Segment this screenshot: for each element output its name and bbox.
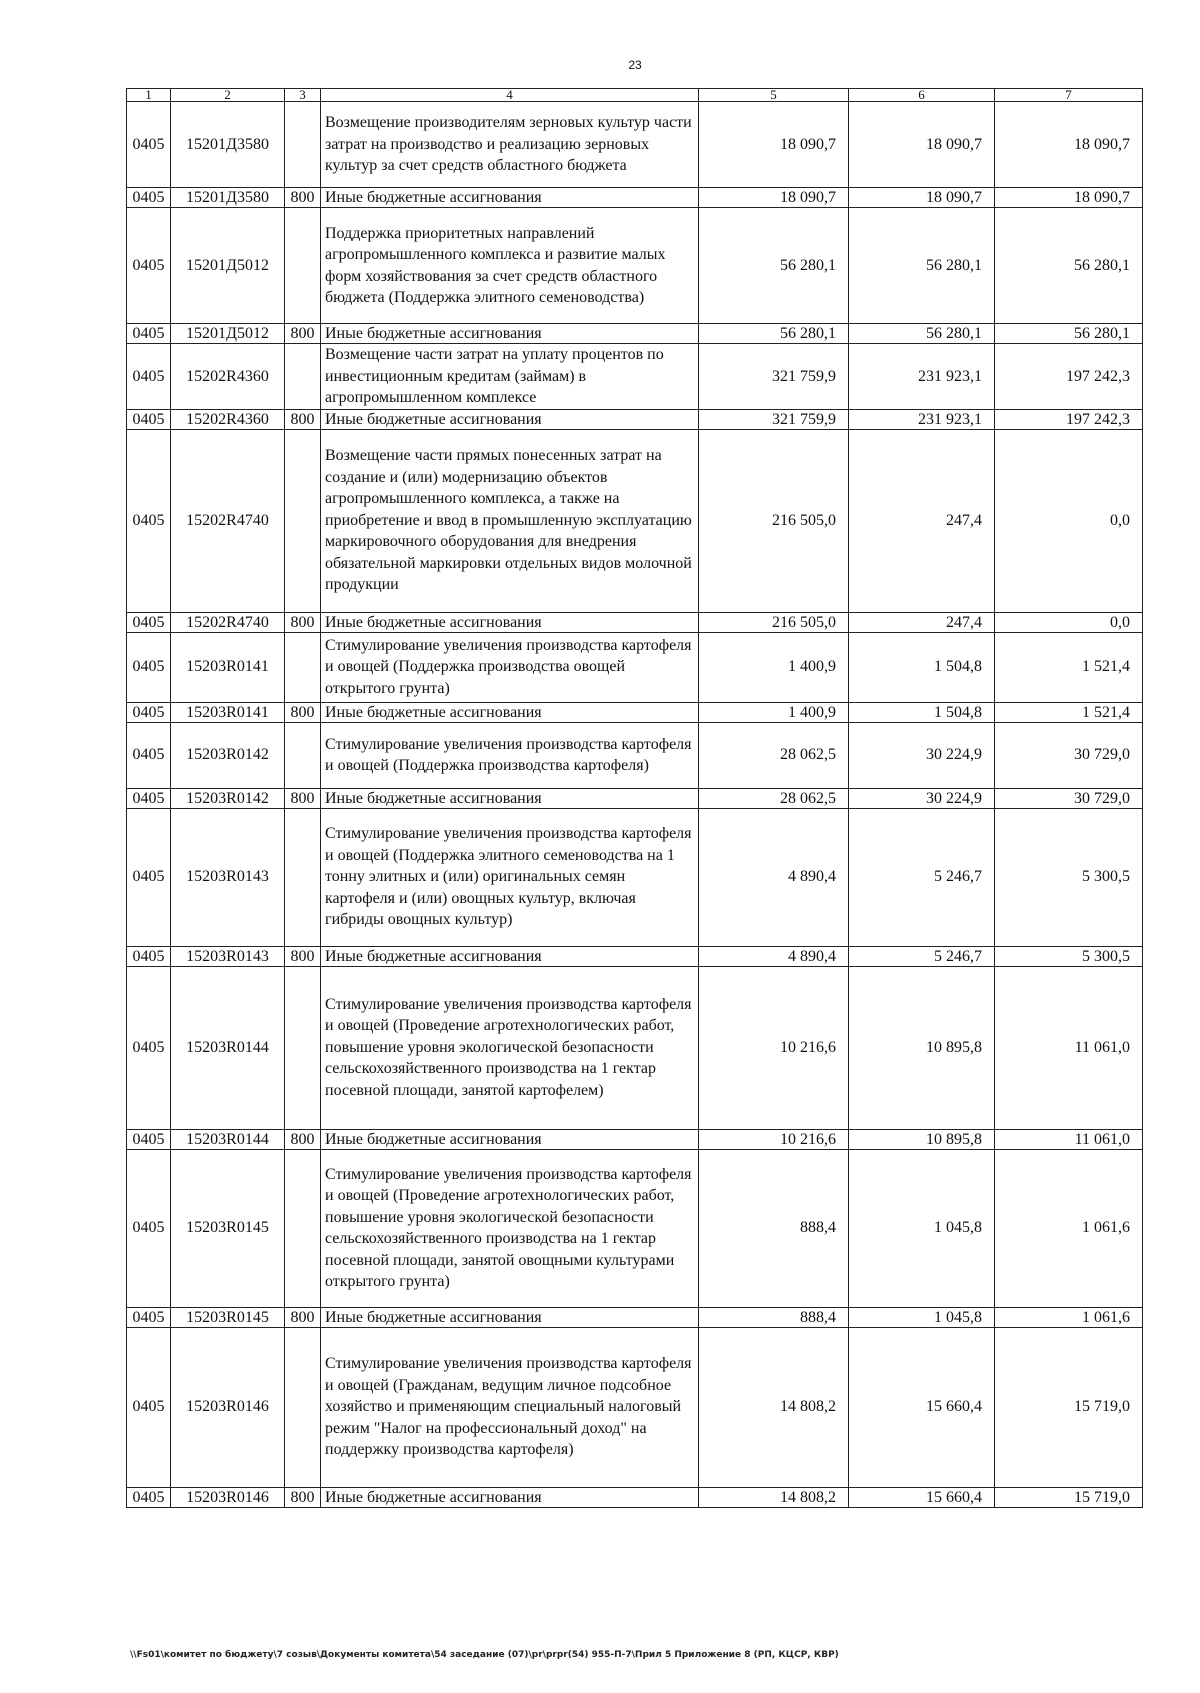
amount-year2-cell: 15 660,4: [849, 1487, 995, 1507]
amount-year3-cell: 197 242,3: [995, 344, 1143, 410]
column-header: 4: [321, 89, 699, 102]
amount-year3-cell: 197 242,3: [995, 409, 1143, 429]
table-row-vr: [127, 788, 1143, 808]
expense-type-cell: 800: [285, 188, 321, 208]
amount-year2-cell: 10 895,8: [849, 1129, 995, 1149]
amount-year2-cell: 30 224,9: [849, 788, 995, 808]
target-article-cell: 15201Д5012: [171, 208, 285, 324]
amount-year2-cell: 18 090,7: [849, 102, 995, 188]
name-cell: Иные бюджетные ассигнования: [321, 1307, 699, 1327]
section-code-cell: 0405: [127, 1129, 171, 1149]
budget-table: [126, 88, 1143, 1508]
name-cell: Возмещение части затрат на уплату процентов по инвестиционным кредитам (займам) в агропромышленном комплексе: [321, 344, 699, 410]
section-code-cell: 0405: [127, 208, 171, 324]
amount-year3-cell: 5 300,5: [995, 808, 1143, 946]
amount-year3-cell: 5 300,5: [995, 946, 1143, 966]
amount-year3-cell: 0,0: [995, 612, 1143, 632]
amount-year2-cell: 247,4: [849, 429, 995, 612]
amount-year3-cell: 18 090,7: [995, 188, 1143, 208]
amount-year2-cell: 5 246,7: [849, 946, 995, 966]
column-header: 7: [995, 89, 1143, 102]
column-number-row: [127, 89, 1143, 102]
amount-year3-cell: 1 061,6: [995, 1149, 1143, 1307]
expense-type-cell: [285, 208, 321, 324]
name-cell: Иные бюджетные ассигнования: [321, 324, 699, 344]
amount-year1-cell: 28 062,5: [699, 722, 849, 788]
amount-year2-cell: 1 504,8: [849, 632, 995, 702]
section-code-cell: 0405: [127, 344, 171, 410]
expense-type-cell: [285, 429, 321, 612]
target-article-cell: 15203R0146: [171, 1487, 285, 1507]
amount-year1-cell: 4 890,4: [699, 946, 849, 966]
table-row-vr: [127, 1129, 1143, 1149]
amount-year2-cell: 231 923,1: [849, 409, 995, 429]
amount-year1-cell: 14 808,2: [699, 1487, 849, 1507]
table-row-csr: [127, 344, 1143, 410]
target-article-cell: 15203R0144: [171, 966, 285, 1129]
name-cell: Иные бюджетные ассигнования: [321, 612, 699, 632]
target-article-cell: 15203R0145: [171, 1149, 285, 1307]
target-article-cell: 15203R0141: [171, 632, 285, 702]
column-header: 5: [699, 89, 849, 102]
name-cell: Иные бюджетные ассигнования: [321, 946, 699, 966]
target-article-cell: 15202R4360: [171, 409, 285, 429]
column-header: 1: [127, 89, 171, 102]
name-cell: Стимулирование увеличения производства картофеля и овощей (Проведение агротехнологических работ, повышение уровня экологической безопасности сельскохозяйственного производства на 1 гектар посевной площади, занятой картофелем): [321, 966, 699, 1129]
section-code-cell: 0405: [127, 1307, 171, 1327]
amount-year1-cell: 28 062,5: [699, 788, 849, 808]
target-article-cell: 15203R0142: [171, 788, 285, 808]
amount-year3-cell: 1 521,4: [995, 702, 1143, 722]
amount-year3-cell: 1 061,6: [995, 1307, 1143, 1327]
target-article-cell: 15203R0141: [171, 702, 285, 722]
amount-year2-cell: 1 504,8: [849, 702, 995, 722]
name-cell: Иные бюджетные ассигнования: [321, 1487, 699, 1507]
expense-type-cell: 800: [285, 946, 321, 966]
section-code-cell: 0405: [127, 722, 171, 788]
section-code-cell: 0405: [127, 409, 171, 429]
amount-year2-cell: 231 923,1: [849, 344, 995, 410]
column-header: 6: [849, 89, 995, 102]
amount-year1-cell: 1 400,9: [699, 632, 849, 702]
target-article-cell: 15201Д3580: [171, 102, 285, 188]
table-row-csr: [127, 1327, 1143, 1487]
expense-type-cell: [285, 1149, 321, 1307]
table-row-csr: [127, 966, 1143, 1129]
amount-year1-cell: 321 759,9: [699, 409, 849, 429]
target-article-cell: 15203R0145: [171, 1307, 285, 1327]
expense-type-cell: [285, 722, 321, 788]
expense-type-cell: 800: [285, 788, 321, 808]
amount-year2-cell: 5 246,7: [849, 808, 995, 946]
target-article-cell: 15203R0143: [171, 946, 285, 966]
section-code-cell: 0405: [127, 1149, 171, 1307]
amount-year2-cell: 1 045,8: [849, 1307, 995, 1327]
table-row-csr: [127, 808, 1143, 946]
expense-type-cell: 800: [285, 409, 321, 429]
amount-year3-cell: 1 521,4: [995, 632, 1143, 702]
amount-year3-cell: 30 729,0: [995, 788, 1143, 808]
table-row-vr: [127, 324, 1143, 344]
expense-type-cell: 800: [285, 324, 321, 344]
expense-type-cell: 800: [285, 702, 321, 722]
amount-year3-cell: 15 719,0: [995, 1327, 1143, 1487]
name-cell: Иные бюджетные ассигнования: [321, 409, 699, 429]
target-article-cell: 15201Д3580: [171, 188, 285, 208]
amount-year1-cell: 14 808,2: [699, 1327, 849, 1487]
target-article-cell: 15203R0142: [171, 722, 285, 788]
section-code-cell: 0405: [127, 808, 171, 946]
amount-year1-cell: 10 216,6: [699, 1129, 849, 1149]
amount-year3-cell: 11 061,0: [995, 966, 1143, 1129]
column-header: 3: [285, 89, 321, 102]
table-row-vr: [127, 1487, 1143, 1507]
target-article-cell: 15202R4740: [171, 429, 285, 612]
section-code-cell: 0405: [127, 946, 171, 966]
expense-type-cell: [285, 1327, 321, 1487]
name-cell: Возмещение части прямых понесенных затрат на создание и (или) модернизацию объектов агропромышленного комплекса, а также на приобретение и ввод в промышленную эксплуатацию маркировочного оборудования для внедрения обязательной маркировки отдельных видов молочной продукции: [321, 429, 699, 612]
amount-year3-cell: 56 280,1: [995, 324, 1143, 344]
table-row-vr: [127, 1307, 1143, 1327]
section-code-cell: 0405: [127, 188, 171, 208]
table-body: [127, 102, 1143, 1508]
name-cell: Иные бюджетные ассигнования: [321, 702, 699, 722]
amount-year3-cell: 11 061,0: [995, 1129, 1143, 1149]
table-row-csr: [127, 429, 1143, 612]
amount-year3-cell: 0,0: [995, 429, 1143, 612]
amount-year3-cell: 15 719,0: [995, 1487, 1143, 1507]
section-code-cell: 0405: [127, 1327, 171, 1487]
page-number: 23: [628, 58, 642, 72]
amount-year2-cell: 10 895,8: [849, 966, 995, 1129]
table-row-vr: [127, 612, 1143, 632]
amount-year2-cell: 15 660,4: [849, 1327, 995, 1487]
expense-type-cell: 800: [285, 1307, 321, 1327]
table-row-csr: [127, 208, 1143, 324]
table-row-csr: [127, 632, 1143, 702]
table-row-csr: [127, 722, 1143, 788]
table-row-csr: [127, 1149, 1143, 1307]
name-cell: Стимулирование увеличения производства картофеля и овощей (Поддержка элитного семеноводства на 1 тонну элитных и (или) оригинальных семян картофеля и (или) овощных культур, включая гибриды овощных культур): [321, 808, 699, 946]
amount-year1-cell: 18 090,7: [699, 188, 849, 208]
section-code-cell: 0405: [127, 632, 171, 702]
name-cell: Стимулирование увеличения производства картофеля и овощей (Поддержка производства овощей открытого грунта): [321, 632, 699, 702]
amount-year1-cell: 56 280,1: [699, 208, 849, 324]
table-row-csr: [127, 102, 1143, 188]
section-code-cell: 0405: [127, 702, 171, 722]
target-article-cell: 15203R0144: [171, 1129, 285, 1149]
expense-type-cell: [285, 344, 321, 410]
table-row-vr: [127, 188, 1143, 208]
amount-year1-cell: 216 505,0: [699, 429, 849, 612]
name-cell: Поддержка приоритетных направлений агропромышленного комплекса и развитие малых форм хозяйствования за счет средств областного бюджета (Поддержка элитного семеноводства): [321, 208, 699, 324]
amount-year2-cell: 247,4: [849, 612, 995, 632]
expense-type-cell: [285, 966, 321, 1129]
name-cell: Иные бюджетные ассигнования: [321, 1129, 699, 1149]
section-code-cell: 0405: [127, 102, 171, 188]
amount-year1-cell: 888,4: [699, 1149, 849, 1307]
name-cell: Возмещение производителям зерновых культур части затрат на производство и реализацию зерновых культур за счет средств областного бюджета: [321, 102, 699, 188]
name-cell: Стимулирование увеличения производства картофеля и овощей (Проведение агротехнологических работ, повышение уровня экологической безопасности сельскохозяйственного производства на 1 гектар посевной площади, занятой овощными культурами открытого грунта): [321, 1149, 699, 1307]
expense-type-cell: [285, 808, 321, 946]
amount-year2-cell: 56 280,1: [849, 208, 995, 324]
amount-year2-cell: 56 280,1: [849, 324, 995, 344]
name-cell: Иные бюджетные ассигнования: [321, 788, 699, 808]
expense-type-cell: 800: [285, 1129, 321, 1149]
expense-type-cell: [285, 632, 321, 702]
amount-year3-cell: 18 090,7: [995, 102, 1143, 188]
name-cell: Иные бюджетные ассигнования: [321, 188, 699, 208]
section-code-cell: 0405: [127, 1487, 171, 1507]
section-code-cell: 0405: [127, 324, 171, 344]
target-article-cell: 15203R0143: [171, 808, 285, 946]
amount-year3-cell: 30 729,0: [995, 722, 1143, 788]
amount-year1-cell: 10 216,6: [699, 966, 849, 1129]
amount-year1-cell: 56 280,1: [699, 324, 849, 344]
table-row-vr: [127, 409, 1143, 429]
amount-year1-cell: 18 090,7: [699, 102, 849, 188]
name-cell: Стимулирование увеличения производства картофеля и овощей (Поддержка производства картофеля): [321, 722, 699, 788]
amount-year1-cell: 1 400,9: [699, 702, 849, 722]
name-cell: Стимулирование увеличения производства картофеля и овощей (Гражданам, ведущим личное подсобное хозяйство и применяющим специальный налоговый режим "Налог на профессиональный доход" на поддержку производства картофеля): [321, 1327, 699, 1487]
expense-type-cell: [285, 102, 321, 188]
target-article-cell: 15202R4740: [171, 612, 285, 632]
amount-year1-cell: 4 890,4: [699, 808, 849, 946]
amount-year1-cell: 321 759,9: [699, 344, 849, 410]
amount-year2-cell: 18 090,7: [849, 188, 995, 208]
section-code-cell: 0405: [127, 612, 171, 632]
target-article-cell: 15202R4360: [171, 344, 285, 410]
target-article-cell: 15203R0146: [171, 1327, 285, 1487]
section-code-cell: 0405: [127, 788, 171, 808]
column-header: 2: [171, 89, 285, 102]
table-row-vr: [127, 946, 1143, 966]
expense-type-cell: 800: [285, 1487, 321, 1507]
amount-year2-cell: 30 224,9: [849, 722, 995, 788]
target-article-cell: 15201Д5012: [171, 324, 285, 344]
amount-year3-cell: 56 280,1: [995, 208, 1143, 324]
table-row-vr: [127, 702, 1143, 722]
amount-year1-cell: 888,4: [699, 1307, 849, 1327]
amount-year1-cell: 216 505,0: [699, 612, 849, 632]
amount-year2-cell: 1 045,8: [849, 1149, 995, 1307]
section-code-cell: 0405: [127, 429, 171, 612]
file-path-footer: \\Fs01\комитет по бюджету\7 созыв\Документы комитета\54 заседание (07)\pr\prpr(54) 955-П-7\Прил 5 Приложение 8 (РП, КЦСР, КВР): [130, 1650, 839, 1660]
expense-type-cell: 800: [285, 612, 321, 632]
section-code-cell: 0405: [127, 966, 171, 1129]
